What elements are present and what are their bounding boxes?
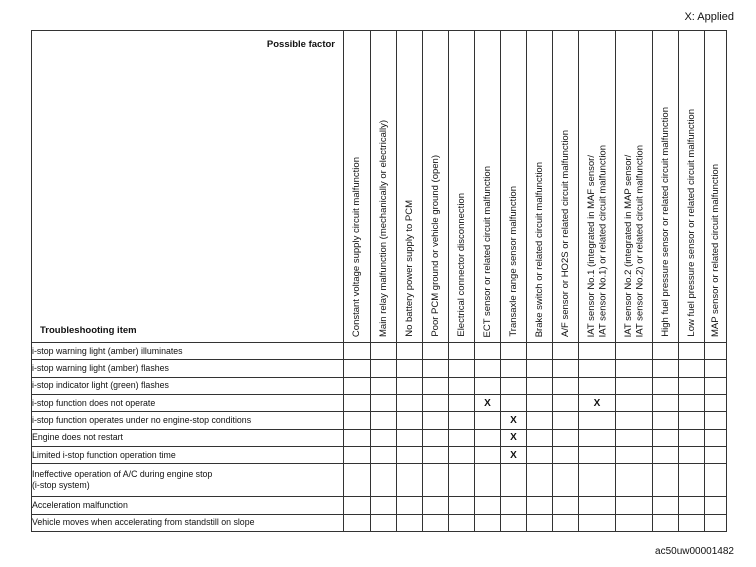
applied-mark-cell <box>579 497 616 514</box>
applied-mark-cell <box>705 429 727 446</box>
applied-mark-cell <box>579 360 616 377</box>
applied-mark-cell <box>397 343 423 360</box>
applied-mark-cell <box>449 429 475 446</box>
applied-mark-cell <box>449 377 475 394</box>
applied-mark-cell <box>579 377 616 394</box>
table-row <box>32 360 727 377</box>
applied-mark-cell <box>679 377 705 394</box>
applied-mark-cell <box>653 429 679 446</box>
applied-mark-cell <box>501 394 527 411</box>
possible-factor-heading: Possible factor <box>266 39 335 50</box>
applied-mark-cell <box>371 464 397 497</box>
applied-mark-cell <box>679 343 705 360</box>
applied-mark-cell <box>527 360 553 377</box>
applied-mark-cell <box>397 360 423 377</box>
factor-column-header <box>501 31 527 343</box>
factor-column-header <box>616 31 653 343</box>
document-id: ac50uw00001482 <box>655 546 734 557</box>
factor-column-header <box>449 31 475 343</box>
factor-column-label: No battery power supply to PCM <box>403 200 415 337</box>
applied-mark-cell <box>527 497 553 514</box>
applied-mark-cell <box>679 497 705 514</box>
applied-mark-cell <box>553 343 579 360</box>
applied-mark-cell <box>679 446 705 463</box>
applied-mark-cell <box>616 514 653 531</box>
applied-mark-cell <box>344 343 371 360</box>
applied-mark-cell <box>616 412 653 429</box>
factor-column-label: High fuel pressure sensor or related circuit malfunction <box>659 107 671 337</box>
applied-mark-cell <box>501 514 527 531</box>
applied-mark-cell <box>679 429 705 446</box>
applied-mark-cell <box>423 394 449 411</box>
applied-mark-cell <box>679 360 705 377</box>
factor-column-header <box>679 31 705 343</box>
applied-mark-cell: X <box>501 429 527 446</box>
applied-mark-cell <box>344 377 371 394</box>
factor-column-header <box>653 31 679 343</box>
applied-mark-cell <box>579 464 616 497</box>
factor-column-header <box>705 31 727 343</box>
factor-column-header <box>553 31 579 343</box>
applied-mark-cell <box>423 429 449 446</box>
applied-mark-cell <box>553 394 579 411</box>
applied-mark-cell <box>579 429 616 446</box>
applied-mark-cell <box>553 360 579 377</box>
applied-mark-cell <box>397 377 423 394</box>
table-row <box>32 429 727 446</box>
applied-mark-cell <box>344 394 371 411</box>
factor-column-label: Low fuel pressure sensor or related circuit malfunction <box>685 109 697 337</box>
applied-mark-cell <box>553 429 579 446</box>
applied-mark-cell <box>371 429 397 446</box>
applied-mark-cell <box>423 412 449 429</box>
applied-mark-cell <box>371 394 397 411</box>
applied-mark-cell <box>475 514 501 531</box>
troubleshooting-item: Acceleration malfunction <box>32 497 344 514</box>
applied-mark-cell <box>397 497 423 514</box>
applied-mark-cell <box>397 464 423 497</box>
applied-mark-cell <box>371 343 397 360</box>
applied-mark-cell <box>423 514 449 531</box>
factor-column-header <box>344 31 371 343</box>
applied-mark-cell <box>449 343 475 360</box>
applied-mark-cell <box>501 497 527 514</box>
applied-mark-cell <box>553 446 579 463</box>
troubleshooting-item: Vehicle moves when accelerating from standstill on slope <box>32 514 344 531</box>
factor-column-label: ECT sensor or related circuit malfunction <box>481 165 493 337</box>
factor-column-label: Poor PCM ground or vehicle ground (open) <box>429 155 441 337</box>
applied-mark-cell <box>423 343 449 360</box>
table-row <box>32 343 727 360</box>
troubleshooting-item: i-stop function operates under no engine-stop conditions <box>32 412 344 429</box>
table-row <box>32 497 727 514</box>
applied-mark-cell <box>616 464 653 497</box>
applied-mark-cell <box>397 394 423 411</box>
applied-mark-cell <box>527 429 553 446</box>
applied-mark-cell <box>475 446 501 463</box>
factor-column-header <box>423 31 449 343</box>
applied-mark-cell <box>423 446 449 463</box>
table-row <box>32 377 727 394</box>
applied-mark-cell <box>449 497 475 514</box>
troubleshooting-item: i-stop warning light (amber) flashes <box>32 360 344 377</box>
applied-mark-cell <box>553 464 579 497</box>
applied-mark-cell: X <box>475 394 501 411</box>
applied-mark-cell <box>475 343 501 360</box>
applied-mark-cell <box>679 412 705 429</box>
factor-column-header <box>579 31 616 343</box>
applied-mark-cell <box>553 514 579 531</box>
troubleshooting-item: i-stop warning light (amber) illuminates <box>32 343 344 360</box>
applied-mark-cell <box>653 394 679 411</box>
applied-mark-cell <box>653 497 679 514</box>
applied-mark-cell <box>423 377 449 394</box>
legend-applied: X: Applied <box>684 11 734 23</box>
applied-mark-cell <box>475 464 501 497</box>
applied-mark-cell <box>344 412 371 429</box>
table-row <box>32 394 727 411</box>
applied-mark-cell <box>371 514 397 531</box>
header-row <box>32 31 727 343</box>
factor-column-label: Constant voltage supply circuit malfunction <box>351 156 363 337</box>
factor-column-label: IAT sensor No.2 (integrated in MAP sensor/ IAT sensor No.2) or related circuit malfunction <box>622 144 645 337</box>
applied-mark-cell <box>553 377 579 394</box>
table-row <box>32 446 727 463</box>
applied-mark-cell <box>616 446 653 463</box>
factor-column-header <box>397 31 423 343</box>
applied-mark-cell <box>501 377 527 394</box>
applied-mark-cell <box>705 412 727 429</box>
applied-mark-cell <box>449 412 475 429</box>
applied-mark-cell <box>344 429 371 446</box>
applied-mark-cell <box>344 464 371 497</box>
applied-mark-cell <box>423 360 449 377</box>
factor-column-label: Brake switch or related circuit malfunction <box>533 161 545 337</box>
factor-column-label: A/F sensor or HO2S or related circuit malfunction <box>559 130 571 337</box>
applied-mark-cell <box>705 360 727 377</box>
applied-mark-cell <box>475 360 501 377</box>
applied-mark-cell <box>705 377 727 394</box>
corner-header-cell <box>32 31 344 343</box>
applied-mark-cell <box>579 446 616 463</box>
applied-mark-cell <box>501 360 527 377</box>
applied-mark-cell <box>653 446 679 463</box>
applied-mark-cell <box>527 377 553 394</box>
applied-mark-cell <box>475 377 501 394</box>
applied-mark-cell: X <box>501 412 527 429</box>
troubleshooting-matrix <box>31 30 727 532</box>
applied-mark-cell <box>423 497 449 514</box>
factor-column-label: Main relay malfunction (mechanically or electrically) <box>377 120 389 337</box>
table-row <box>32 412 727 429</box>
applied-mark-cell <box>397 412 423 429</box>
factor-column-label: IAT sensor No.1 (integrated in MAF sensor/ IAT sensor No.1) or related circuit malfunction <box>585 144 608 337</box>
applied-mark-cell <box>527 343 553 360</box>
applied-mark-cell <box>705 343 727 360</box>
applied-mark-cell <box>344 514 371 531</box>
troubleshooting-item: Limited i-stop function operation time <box>32 446 344 463</box>
applied-mark-cell <box>423 464 449 497</box>
applied-mark-cell: X <box>501 446 527 463</box>
applied-mark-cell <box>449 394 475 411</box>
factor-column-header <box>475 31 501 343</box>
table-row <box>32 464 727 497</box>
table-row <box>32 514 727 531</box>
applied-mark-cell <box>653 343 679 360</box>
applied-mark-cell <box>527 412 553 429</box>
applied-mark-cell <box>344 446 371 463</box>
applied-mark-cell <box>705 446 727 463</box>
troubleshooting-item: Engine does not restart <box>32 429 344 446</box>
applied-mark-cell <box>475 497 501 514</box>
applied-mark-cell <box>397 429 423 446</box>
matrix-body <box>32 343 727 532</box>
applied-mark-cell <box>371 412 397 429</box>
factor-column-label: Electrical connector disconnection <box>455 193 467 337</box>
factor-column-header <box>371 31 397 343</box>
applied-mark-cell <box>449 514 475 531</box>
applied-mark-cell <box>527 514 553 531</box>
applied-mark-cell <box>344 360 371 377</box>
applied-mark-cell <box>653 412 679 429</box>
applied-mark-cell <box>705 514 727 531</box>
applied-mark-cell <box>653 464 679 497</box>
applied-mark-cell <box>579 514 616 531</box>
applied-mark-cell <box>449 464 475 497</box>
applied-mark-cell <box>553 412 579 429</box>
applied-mark-cell <box>679 464 705 497</box>
applied-mark-cell <box>679 514 705 531</box>
applied-mark-cell <box>501 343 527 360</box>
applied-mark-cell <box>527 394 553 411</box>
applied-mark-cell <box>705 464 727 497</box>
applied-mark-cell <box>653 360 679 377</box>
applied-mark-cell <box>705 394 727 411</box>
troubleshooting-item-heading: Troubleshooting item <box>40 325 137 336</box>
applied-mark-cell <box>371 497 397 514</box>
applied-mark-cell <box>527 446 553 463</box>
applied-mark-cell <box>371 446 397 463</box>
applied-mark-cell <box>475 429 501 446</box>
applied-mark-cell <box>527 464 553 497</box>
applied-mark-cell <box>579 343 616 360</box>
applied-mark-cell <box>344 497 371 514</box>
applied-mark-cell <box>475 412 501 429</box>
applied-mark-cell <box>449 360 475 377</box>
applied-mark-cell <box>449 446 475 463</box>
applied-mark-cell <box>579 412 616 429</box>
troubleshooting-item: i-stop indicator light (green) flashes <box>32 377 344 394</box>
factor-column-label: MAP sensor or related circuit malfunction <box>709 163 721 337</box>
applied-mark-cell <box>397 446 423 463</box>
applied-mark-cell <box>653 377 679 394</box>
applied-mark-cell <box>616 360 653 377</box>
applied-mark-cell <box>371 377 397 394</box>
applied-mark-cell <box>501 464 527 497</box>
factor-column-label: Transaxle range sensor malfunction <box>507 186 519 337</box>
applied-mark-cell <box>616 394 653 411</box>
applied-mark-cell <box>371 360 397 377</box>
applied-mark-cell <box>616 429 653 446</box>
applied-mark-cell <box>679 394 705 411</box>
troubleshooting-item: i-stop function does not operate <box>32 394 344 411</box>
applied-mark-cell <box>616 377 653 394</box>
applied-mark-cell <box>553 497 579 514</box>
applied-mark-cell <box>397 514 423 531</box>
applied-mark-cell <box>653 514 679 531</box>
applied-mark-cell <box>705 497 727 514</box>
applied-mark-cell: X <box>579 394 616 411</box>
applied-mark-cell <box>616 343 653 360</box>
troubleshooting-item: Ineffective operation of A/C during engine stop (i-stop system) <box>32 464 344 497</box>
factor-column-header <box>527 31 553 343</box>
applied-mark-cell <box>616 497 653 514</box>
